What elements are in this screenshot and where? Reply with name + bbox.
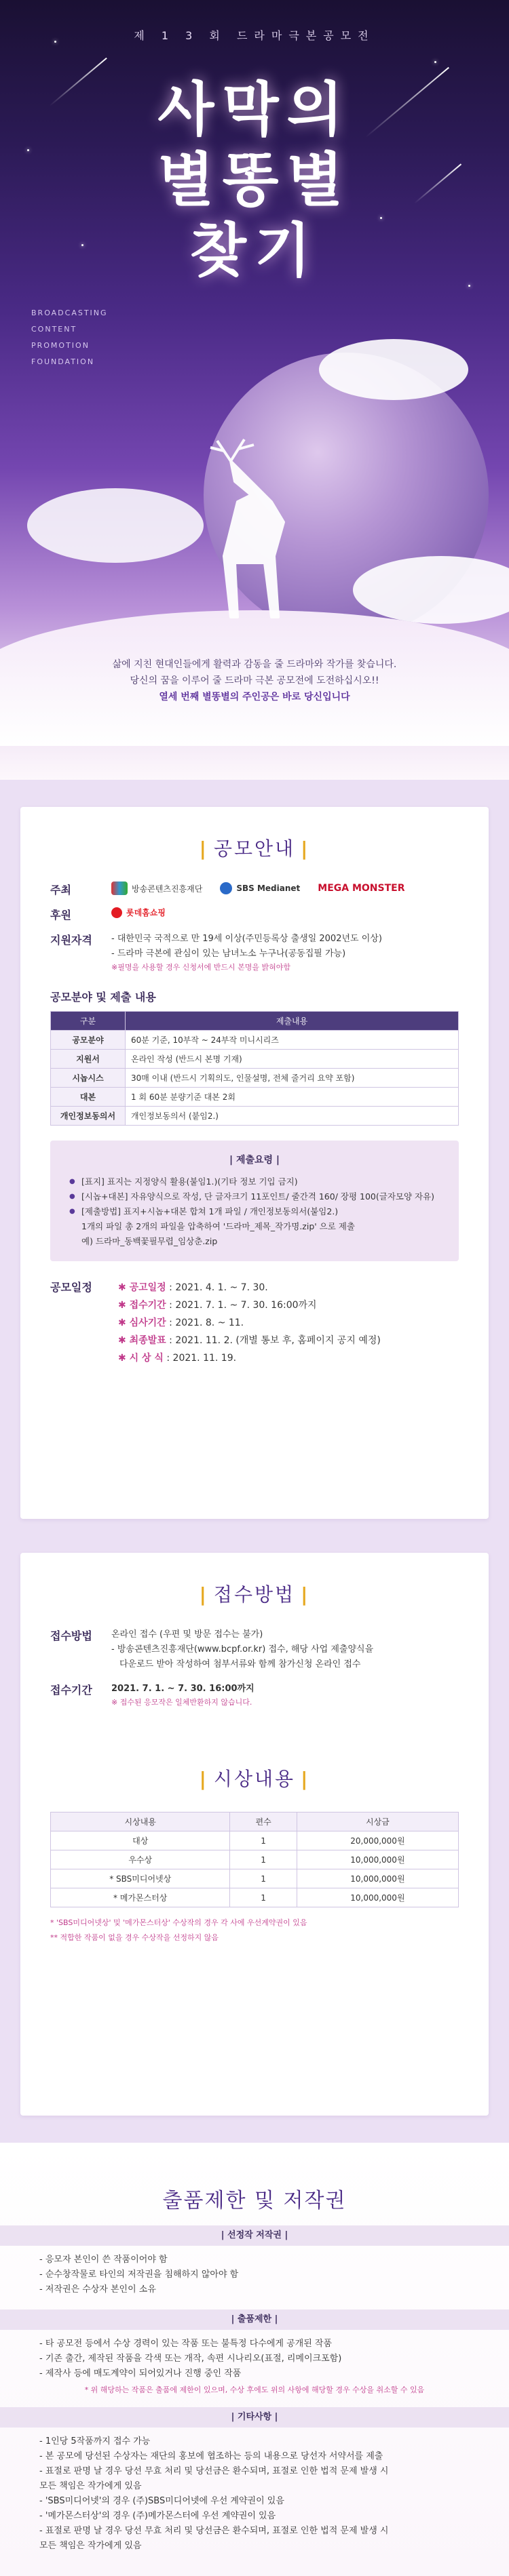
period-value: 2021. 7. 1. ~ 7. 30. 16:00까지: [111, 1684, 254, 1694]
rule-item: - 본 공모에 당선된 수상자는 재단의 홍보에 협조하는 등의 내용으로 당선자 서약서를 제출: [39, 2451, 383, 2461]
schedule-item: ✱ 심사기간 : 2021. 8. ~ 11.: [118, 1317, 244, 1328]
rule-item: - 표절로 판명 날 경우 당선 무효 처리 및 당선금은 환수되며, 표절로 인한 법적 문제 발생 시: [39, 2466, 389, 2476]
table-header: 시상내용: [51, 1812, 230, 1831]
table-row: 공모분야 60분 기준, 10부작 ~ 24부작 미니시리즈: [51, 1031, 459, 1050]
method-line: - 방송콘텐츠진흥재단(www.bcpf.or.kr) 접수, 해당 사업 제출양식을: [111, 1644, 374, 1654]
table-header: 제출내용: [126, 1012, 459, 1031]
table-row: 대상 1 20,000,000원: [51, 1831, 459, 1850]
requirement-item: ● [제출방법] 표지+시놉+대본 합쳐 1개 파일 / 개인정보동의서(붙임2.): [69, 1204, 440, 1219]
period-note: ※ 접수된 응모작은 일체반환하지 않습니다.: [111, 1698, 252, 1707]
rule-item: - 응모자 본인이 쓴 작품이어야 함: [39, 2255, 168, 2265]
rules-section: [0, 2143, 509, 2576]
qualification-line: - 대한민국 국적으로 만 19세 이상(주민등록상 출생일 2002년도 이상): [111, 934, 382, 944]
requirement-item: 1개의 파일 총 2개의 파일을 압축하여 '드라마_제목_작가명.zip' 으로 제출: [81, 1221, 355, 1231]
table-row: 지원서 온라인 작성 (반드시 본명 기재): [51, 1050, 459, 1069]
table-header: 시상금: [297, 1812, 458, 1831]
hero-title: [0, 75, 509, 286]
method-line: 다운로드 받아 작성하여 첨부서류와 함께 참가신청 온라인 접수: [119, 1659, 361, 1669]
apply-title: | 접수방법 |: [199, 1583, 310, 1606]
rules-title: 출품제한 및 저작권: [162, 2189, 347, 2213]
hero-copy-line-2: 당신의 꿈을 이루어 줄 드라마 극본 공모전에 도전하십시오!!: [130, 675, 379, 686]
misc-header: | 기타사항 |: [0, 2407, 509, 2428]
apply-card: [20, 1553, 489, 2116]
field-section-title: 공모분야 및 제출 내용: [50, 991, 156, 1004]
schedule-item: ✱ 최종발표 : 2021. 11. 2. (개별 통보 후, 홈페이지 공지 예정): [118, 1335, 381, 1346]
rule-item: - 저작권은 수상자 본인이 소유: [39, 2284, 156, 2295]
table-row: 대본 1 회 60분 분량기준 대본 2회: [51, 1088, 459, 1107]
sbs-medianet-logo: SBS Medianet: [220, 882, 300, 894]
table-header: 편수: [230, 1812, 297, 1831]
hero-side-line: PROMOTION: [31, 341, 90, 350]
schedule-item: ✱ 시 상 식 : 2021. 11. 19.: [118, 1353, 237, 1364]
hero-side-line: BROADCASTING: [31, 309, 108, 317]
requirements-box: [50, 1141, 459, 1261]
rule-item: - 1인당 5작품까지 접수 가능: [39, 2436, 151, 2446]
guide-card: [20, 807, 489, 1519]
deer-silhouette: [170, 434, 305, 624]
hero-side-line: CONTENT: [31, 325, 77, 334]
period-label: 접수기간: [50, 1684, 92, 1697]
hero-banner: [0, 0, 509, 780]
hero-copy-line-3: 열세 번째 별똥별의 주인공은 바로 당신입니다: [159, 692, 350, 702]
schedule-item: ✱ 공고일정 : 2021. 4. 1. ~ 7. 30.: [118, 1282, 268, 1293]
hero-copy: [0, 656, 509, 705]
requirement-item: ● [시놉+대본] 자유양식으로 작성, 단 글자크기 11포인트/ 줄간격 160/ 장평 100(글자모양 자유): [69, 1189, 440, 1204]
mega-monster-logo: MEGA MONSTER: [318, 883, 405, 894]
rule-item: - 'SBS미디어넷'의 경우 (주)SBS미디어넷에 우선 계약권이 있음: [39, 2496, 284, 2506]
rule-item: - 표절로 판명 날 경우 당선 무효 처리 및 당선금은 환수되며, 표절로 인한 법적 문제 발생 시: [39, 2526, 389, 2536]
schedule-item: ✱ 접수기간 : 2021. 7. 1. ~ 7. 30. 16:00까지: [118, 1300, 317, 1311]
table-row: * SBS미디어넷상 1 10,000,000원: [51, 1869, 459, 1888]
rule-item: - 제작사 등에 매도계약이 되어있거나 진행 중인 작품: [39, 2369, 242, 2379]
lotte-homeshopping-logo: 롯데홈쇼핑: [111, 907, 166, 918]
restriction-header: | 출품제한 |: [0, 2310, 509, 2330]
guide-title: | 공모안내 |: [199, 837, 310, 860]
award-table: [50, 1812, 459, 1907]
schedule-label: 공모일정: [50, 1281, 92, 1294]
method-line: 온라인 접수 (우편 및 방문 접수는 불가): [111, 1629, 263, 1640]
hero-subtitle: 제 1 3 회 드라마극본공모전: [134, 29, 375, 42]
qualification-line: - 드라마 극본에 관심이 있는 남녀노소 누구나(공동집필 가능): [111, 949, 346, 959]
rule-item: - 순수창작물로 타인의 저작권을 침해하지 않아야 함: [39, 2270, 239, 2280]
qualification-label: 지원자격: [50, 934, 92, 947]
requirements-title: | 제출요령 |: [229, 1155, 280, 1166]
hero-title-line-2: 별똥별: [157, 146, 352, 214]
table-header: 구분: [51, 1012, 126, 1031]
hero-title-line-1: 사막의: [157, 76, 352, 144]
host-label: 주최: [50, 884, 71, 896]
sponsor-label: 후원: [50, 909, 71, 922]
restriction-note: * 위 해당하는 작품은 출품에 제한이 있으며, 수상 후에도 위의 사항에 해당할 경우 수상을 취소할 수 있음: [84, 2385, 425, 2394]
requirement-example: 예) 드라마_동백꽃필무렵_임상춘.zip: [81, 1236, 218, 1246]
hero-side-text: [31, 305, 108, 370]
rule-item: 모든 책임은 작가에게 있음: [39, 2481, 142, 2491]
hero-title-line-3: 찾기: [189, 217, 320, 285]
table-row: 개인정보동의서 개인정보동의서 (붙임2.): [51, 1107, 459, 1126]
rule-item: - 타 공모전 등에서 수상 경력이 있는 작품 또는 불특정 다수에게 공개된 작품: [39, 2339, 333, 2349]
submission-table: [50, 1011, 459, 1126]
award-note: * 'SBS미디어넷상' 및 '메가몬스터상' 수상작의 경우 각 사에 우선계약권이 있음: [50, 1918, 307, 1927]
bcpf-logo: 방송콘텐츠진흥재단: [111, 881, 202, 895]
rule-item: 모든 책임은 작가에게 있음: [39, 2541, 142, 2551]
rule-item: - '메가몬스터상'의 경우 (주)메가몬스터에 우선 계약권이 있음: [39, 2511, 276, 2521]
method-label: 접수방법: [50, 1629, 92, 1642]
award-title: | 시상내용 |: [199, 1768, 310, 1790]
table-row: 시놉시스 30매 이내 (반드시 기획의도, 인물설명, 전체 줄거리 요약 포함): [51, 1069, 459, 1088]
schedule-section: [50, 1279, 459, 1367]
qualification-note: ※필명을 사용할 경우 신청서에 반드시 본명을 밝혀야함: [111, 963, 290, 972]
table-row: * 메가몬스터상 1 10,000,000원: [51, 1888, 459, 1907]
requirement-item: ● [표지] 표지는 지정양식 활용(붙임1.)(기타 정보 기입 금지): [69, 1174, 440, 1189]
copyright-header: | 선정작 저작권 |: [0, 2225, 509, 2246]
table-row: 우수상 1 10,000,000원: [51, 1850, 459, 1869]
rule-item: - 기존 출간, 제작된 작품을 각색 또는 개작, 속편 시나리오(표절, 리메이크포함): [39, 2354, 342, 2364]
hero-side-line: FOUNDATION: [31, 357, 95, 366]
hero-copy-line-1: 삶에 지친 현대인들에게 활력과 감동을 줄 드라마와 작가를 찾습니다.: [112, 659, 397, 670]
award-note: ** 적합한 작품이 없을 경우 수상작을 선정하지 않음: [50, 1933, 219, 1942]
